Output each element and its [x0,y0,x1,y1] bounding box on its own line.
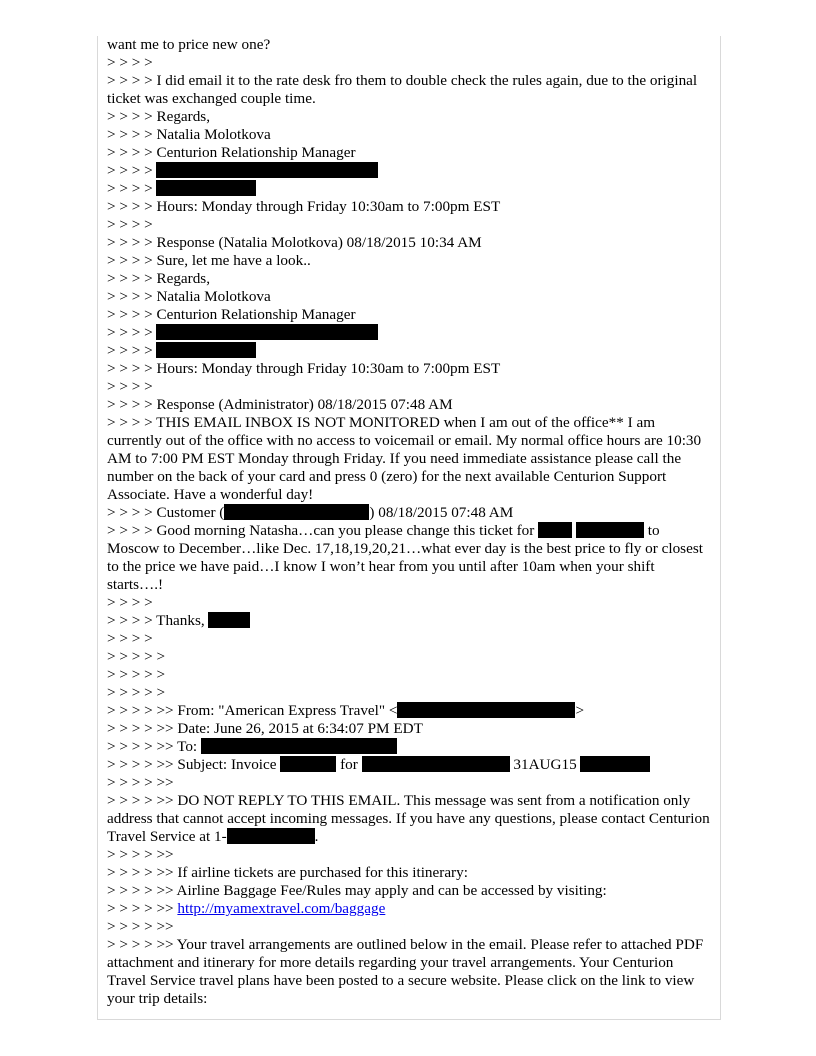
redaction-bar [208,612,250,628]
redaction-bar [201,738,397,754]
line-text: > > > > Response (Administrator) 08/18/2015 07:48 AM [107,396,453,413]
email-line [107,720,713,738]
email-line [107,756,713,774]
email-line [107,306,713,324]
email-line [107,36,713,54]
redaction-bar [156,324,378,340]
line-text: > > > > >> To: [107,738,201,755]
line-text: > > > > >> DO NOT REPLY TO THIS EMAIL. This message was sent from a notification only address that cannot accept incoming messages. If you have any questions, please contact Centurion Travel Service at 1- [107,792,710,845]
email-line [107,504,713,522]
line-text: ) 08/18/2015 07:48 AM [369,504,514,521]
line-text: > > > > Natalia Molotkova [107,126,271,143]
email-line [107,522,713,594]
email-line [107,396,713,414]
line-text: > > > > [107,54,153,71]
email-line [107,846,713,864]
line-text: > [575,702,585,719]
email-line [107,342,713,360]
line-text: > > > > Regards, [107,270,211,287]
email-line [107,378,713,396]
line-text: > > > > >> Your travel arrangements are outlined below in the email. Please refer to attached PDF attachment and itinerary for more details regarding your travel arrangements. Your Centurion Travel Service travel plans have been posted to a secure website. Please click on the link to view your trip details: [107,936,704,1007]
email-line [107,666,713,684]
email-line [107,144,713,162]
email-line [107,594,713,612]
line-text: > > > > [107,378,153,395]
line-text: > > > > >> Date: June 26, 2015 at 6:34:07 PM EDT [107,720,423,737]
email-line [107,252,713,270]
line-text: > > > > [107,630,153,647]
line-text: > > > > >> [107,918,174,935]
email-line [107,234,713,252]
email-line [107,180,713,198]
redaction-bar [156,162,378,178]
line-text: > > > > Centurion Relationship Manager [107,306,356,323]
email-line [107,792,713,846]
email-line [107,414,713,504]
redaction-bar [397,702,575,718]
line-text: > > > > >> [107,900,178,917]
redaction-bar [227,828,315,844]
line-text: > > > > Response (Natalia Molotkova) 08/18/2015 10:34 AM [107,234,482,251]
redaction-bar [362,756,510,772]
line-text: > > > > [107,342,157,359]
line-text: > > > > >> From: "American Express Travel" < [107,702,398,719]
line-text: > > > > Centurion Relationship Manager [107,144,356,161]
email-line [107,648,713,666]
redaction-bar [280,756,336,772]
email-line [107,360,713,378]
line-text: . [314,828,319,845]
line-text: > > > > Sure, let me have a look.. [107,252,311,269]
email-line [107,630,713,648]
redaction-bar [580,756,650,772]
email-line [107,918,713,936]
line-text: > > > > >> Subject: Invoice [107,756,281,773]
line-text: > > > > THIS EMAIL INBOX IS NOT MONITORED when I am out of the office** I am currently out of the office with no access to voicemail or email. My normal office hours are 10:30 AM to 7:00 PM EST Monday through Friday. If you need immediate assistance please call the number on the back of your card and press 0 (zero) for the next available Centurion Support Associate. Have a wonderful day! [107,414,702,503]
redaction-bar [224,504,369,520]
line-text: > > > > > [107,666,166,683]
email-body [107,36,713,1008]
line-text: > > > > >> If airline tickets are purchased for this itinerary: [107,864,468,881]
email-line [107,684,713,702]
line-text: > > > > I did email it to the rate desk fro them to double check the rules again, due to the original ticket was exchanged couple time. [107,72,698,107]
email-line [107,882,713,900]
line-text: > > > > Thanks, [107,612,209,629]
redaction-bar [156,180,256,196]
line-text: > > > > >> Airline Baggage Fee/Rules may apply and can be accessed by visiting: [107,882,607,899]
email-line [107,702,713,720]
line-text: > > > > Hours: Monday through Friday 10:30am to 7:00pm EST [107,360,501,377]
email-line [107,936,713,1008]
line-text: > > > > > [107,684,166,701]
line-text: for [336,756,362,773]
line-text: > > > > >> [107,774,174,791]
email-line [107,270,713,288]
line-text: 31AUG15 [509,756,581,773]
email-line [107,108,713,126]
email-line [107,198,713,216]
line-text: > > > > > [107,648,166,665]
email-line [107,738,713,756]
line-text: to Moscow to December…like Dec. 17,18,19,20,21…what ever day is the best price to fly or closest to the price we have paid…I know I won’t hear from you until after 10am when your shift starts….! [107,522,703,593]
line-text: > > > > Hours: Monday through Friday 10:30am to 7:00pm EST [107,198,501,215]
line-text: > > > > [107,324,157,341]
line-text: > > > > [107,162,157,179]
redaction-bar [156,342,256,358]
line-text: > > > > Natalia Molotkova [107,288,271,305]
email-line [107,54,713,72]
email-line [107,612,713,630]
email-line [107,216,713,234]
line-text: > > > > Customer ( [107,504,225,521]
line-text: > > > > >> [107,846,174,863]
line-text: want me to price new one? [107,36,271,53]
email-line [107,864,713,882]
line-text: > > > > Good morning Natasha…can you please change this ticket for [107,522,539,539]
redaction-bar [576,522,644,538]
email-line [107,774,713,792]
email-line [107,72,713,108]
email-line [107,162,713,180]
email-line [107,126,713,144]
line-text: > > > > Regards, [107,108,211,125]
email-line [107,288,713,306]
baggage-link[interactable]: http://myamextravel.com/baggage [177,900,386,917]
line-text: > > > > [107,594,153,611]
redaction-bar [538,522,572,538]
email-line [107,324,713,342]
line-text: > > > > [107,180,157,197]
email-line [107,900,713,918]
line-text: > > > > [107,216,153,233]
